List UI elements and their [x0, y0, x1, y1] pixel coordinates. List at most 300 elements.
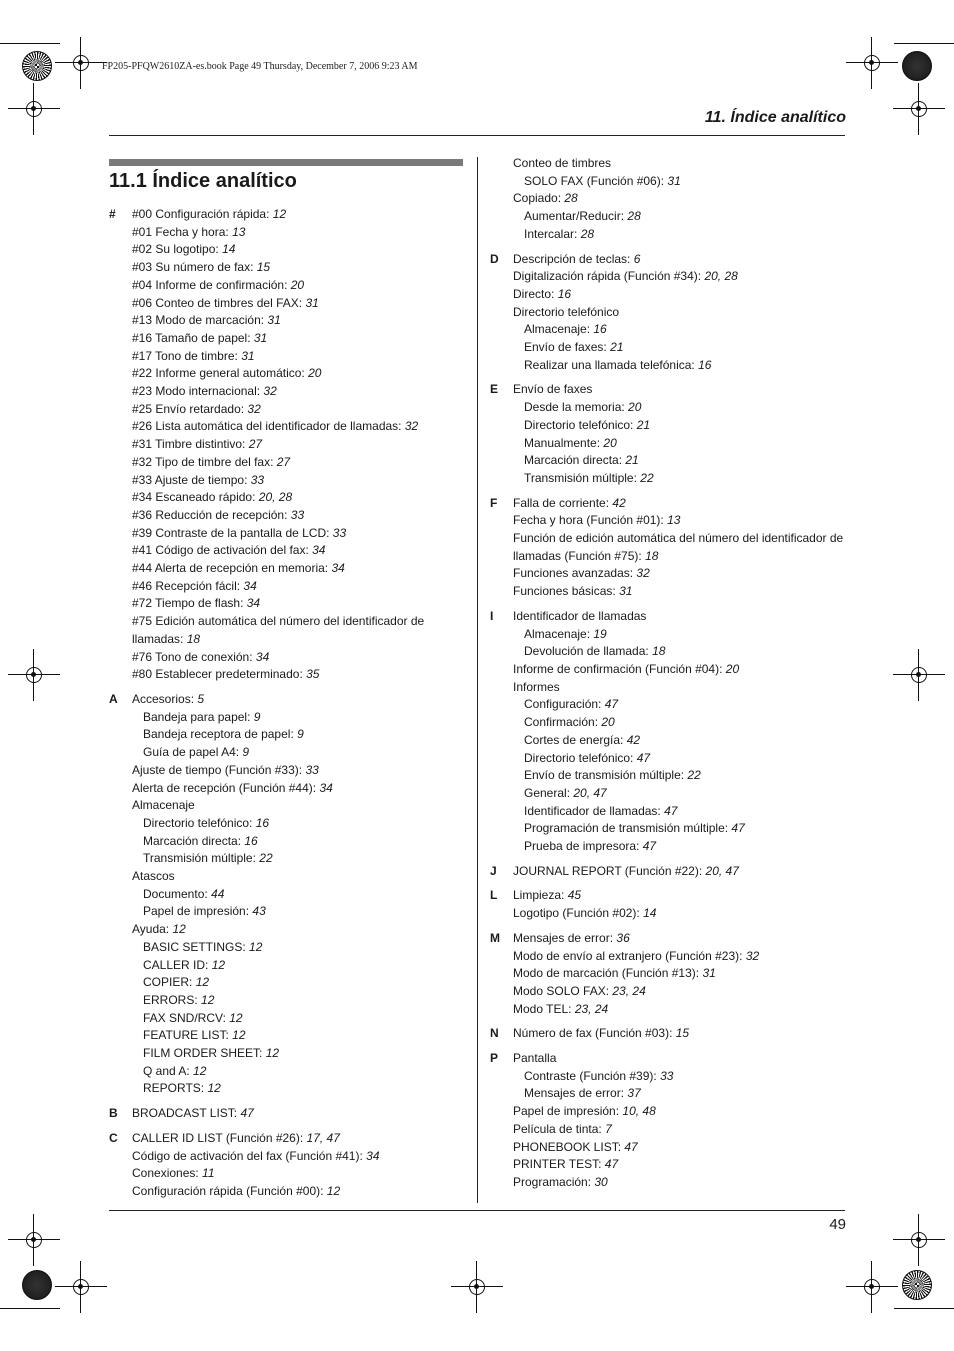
index-entry-term: #34 Escaneado rápido:: [132, 490, 259, 505]
index-entry: [132, 418, 459, 436]
index-entry: [132, 595, 459, 613]
index-entry: [513, 965, 850, 983]
index-entry: [132, 436, 459, 454]
index-entry-pages: 34: [246, 596, 261, 611]
index-group: [490, 251, 850, 375]
registration-mark: [67, 1273, 95, 1301]
index-entry-term: Envío de faxes:: [524, 340, 611, 355]
index-entry: [513, 268, 850, 286]
index-entry-pages: 28: [627, 209, 641, 224]
section-title-bar: [109, 159, 463, 166]
index-entry: [132, 939, 459, 957]
index-entry-term: Identificador de llamadas:: [524, 803, 665, 818]
index-entry-pages: 28: [564, 191, 578, 206]
index-entry: [513, 679, 850, 697]
index-entry-pages: 47: [731, 821, 745, 836]
index-entry-term: Digitalización rápida (Función #34):: [513, 269, 705, 284]
index-entry: [513, 948, 850, 966]
index-entry-term: Prueba de impresora:: [524, 839, 643, 854]
index-entry: [132, 454, 459, 472]
index-entry-term: #23 Modo internacional:: [132, 384, 264, 399]
index-entry-pages: 34: [331, 561, 345, 576]
index-entry-pages: 16: [244, 833, 258, 848]
index-group: [490, 495, 850, 601]
index-entry-term: #25 Envío retardado:: [132, 401, 248, 416]
index-entry: [132, 312, 459, 330]
index-entry-pages: 21: [625, 453, 639, 468]
index-entry-pages: 31: [619, 584, 633, 599]
index-entry-term: #32 Tipo de timbre del fax:: [132, 454, 277, 469]
index-entry-pages: 45: [567, 888, 582, 903]
index-entry-term: Aumentar/Reducir:: [524, 209, 628, 224]
index-entry: [132, 542, 459, 560]
index-letter: C: [109, 1130, 118, 1145]
index-entry-pages: 22: [640, 470, 654, 485]
index-entry-pages: 5: [197, 691, 205, 706]
index-entry-pages: 23, 24: [574, 1001, 609, 1016]
index-entry-term: Alerta de recepción (Función #44):: [132, 780, 320, 795]
index-entry-term: Contraste (Función #39):: [524, 1068, 661, 1083]
index-entry: [132, 850, 459, 868]
index-letter: B: [109, 1106, 118, 1121]
index-entry-term: Guía de papel A4:: [143, 745, 243, 760]
index-entry-pages: 12: [195, 975, 210, 990]
index-entry-term: #22 Informe general automático:: [132, 366, 309, 381]
index-entry-pages: 27: [276, 454, 291, 469]
index-entry-term: #17 Tono de timbre:: [132, 348, 242, 363]
index-column-left: [109, 206, 459, 1208]
index-entry-term: #33 Ajuste de tiempo:: [132, 472, 251, 487]
header-rule: [109, 135, 845, 136]
index-entry-term: PRINTER TEST:: [513, 1157, 605, 1172]
index-letter: E: [490, 382, 499, 397]
index-entry-pages: 47: [624, 1139, 638, 1154]
registration-mark: [20, 661, 48, 689]
index-entry-term: Configuración:: [524, 697, 605, 712]
index-entry: [132, 383, 459, 401]
index-entry-pages: 20: [628, 400, 642, 415]
index-entry: [513, 190, 850, 208]
index-entry-term: #06 Conteo de timbres del FAX:: [132, 295, 306, 310]
index-entry-pages: 12: [172, 922, 186, 937]
registration-mark: [905, 95, 933, 123]
index-entry-term: Modo TEL:: [513, 1001, 575, 1016]
index-entry: [132, 613, 459, 648]
index-entry-term: Limpieza:: [513, 888, 568, 903]
index-entry-pages: 16: [255, 815, 270, 830]
index-entry: [513, 435, 850, 453]
index-entry-pages: 47: [664, 803, 678, 818]
index-entry-pages: 12: [326, 1183, 341, 1198]
index-entry-pages: 11: [202, 1166, 215, 1181]
index-entry: [513, 696, 850, 714]
index-entry-pages: 34: [255, 649, 270, 664]
index-entry-term: Atascos: [132, 869, 175, 884]
index-entry: [132, 295, 459, 313]
index-entry: [513, 399, 850, 417]
index-entry: [513, 339, 850, 357]
index-entry-term: #03 Su número de fax:: [132, 260, 257, 275]
index-entry: [132, 992, 459, 1010]
index-entry: [513, 661, 850, 679]
index-entry-pages: 18: [186, 631, 201, 646]
index-entry: [132, 1183, 459, 1201]
index-entry-term: Documento:: [143, 886, 212, 901]
index-entry-term: #13 Modo de marcación:: [132, 313, 268, 328]
index-entry-term: Función de edición automática del número del identificador de llamadas (Función #75):: [513, 531, 844, 563]
index-entry-term: BASIC SETTINGS:: [143, 939, 250, 954]
index-entry-pages: 20: [290, 277, 305, 292]
index-entry: [132, 1130, 459, 1148]
index-group: [490, 930, 850, 1019]
index-letter: I: [490, 608, 494, 623]
index-entry-pages: 31: [241, 348, 255, 363]
index-entry: [513, 1121, 850, 1139]
index-entry-term: Q and A:: [143, 1063, 194, 1078]
index-entry-term: Almacenaje:: [524, 322, 594, 337]
index-entry-term: Falla de corriente:: [513, 495, 613, 510]
index-entry: [513, 1139, 850, 1157]
index-entry-pages: 34: [319, 780, 333, 795]
index-entry-pages: 47: [642, 839, 657, 854]
running-header-title: 11. Índice analítico: [704, 109, 846, 126]
index-entry-pages: 31: [267, 313, 281, 328]
index-entry-term: Envío de faxes: [513, 382, 593, 397]
index-group: [490, 887, 850, 922]
index-entry-term: #01 Fecha y hora:: [132, 224, 233, 239]
registration-mark: [905, 1226, 933, 1254]
index-entry: [513, 1050, 850, 1068]
index-entry: [132, 277, 459, 295]
index-letter: #: [109, 207, 116, 221]
index-entry-pages: 32: [404, 419, 419, 434]
index-entry: [132, 868, 459, 886]
index-entry: [513, 251, 850, 269]
registration-mark: [858, 1273, 886, 1301]
index-entry-pages: 34: [243, 578, 257, 593]
index-entry: [132, 401, 459, 419]
index-entry: [513, 803, 850, 821]
index-entry-term: Directorio telefónico:: [524, 417, 637, 432]
index-entry: [132, 957, 459, 975]
index-entry-pages: 13: [232, 224, 246, 239]
index-entry: [132, 1045, 459, 1063]
index-entry-term: Almacenaje:: [524, 626, 594, 641]
index-entry-term: #26 Lista automática del identificador de llamadas:: [132, 419, 405, 434]
index-entry-term: BROADCAST LIST:: [132, 1106, 241, 1121]
index-entry-term: Almacenaje: [132, 798, 195, 813]
index-entry-term: #04 Informe de confirmación:: [132, 277, 291, 292]
index-entry-pages: 17, 47: [306, 1130, 340, 1145]
index-entry-pages: 22: [259, 851, 273, 866]
index-entry-term: Cortes de energía:: [524, 732, 627, 747]
index-entry: [513, 820, 850, 838]
index-letter: P: [490, 1051, 499, 1066]
index-entry: [513, 155, 850, 173]
index-entry: [513, 643, 850, 661]
index-entry: [513, 173, 850, 191]
index-entry: [513, 750, 850, 768]
index-entry-pages: 20, 28: [258, 490, 293, 505]
footer-rule: [109, 1210, 845, 1211]
index-entry: [132, 241, 459, 259]
index-entry-term: #00 Configuración rápida:: [132, 207, 273, 221]
index-entry: [513, 304, 850, 322]
index-entry-pages: 47: [240, 1106, 254, 1121]
index-entry-pages: 35: [306, 667, 320, 682]
index-entry-term: #36 Reducción de recepción:: [132, 507, 291, 522]
index-entry-term: Identificador de llamadas: [513, 608, 647, 623]
index-entry-pages: 12: [201, 992, 215, 1007]
index-entry-pages: 12: [265, 1046, 280, 1061]
index-entry-term: #44 Alerta de recepción en memoria:: [132, 561, 332, 576]
index-entry-term: SOLO FAX (Función #06):: [524, 173, 668, 188]
index-entry: [513, 286, 850, 304]
index-entry-pages: 20, 28: [704, 269, 738, 284]
index-entry-term: Devolución de llamada:: [524, 644, 653, 659]
index-entry-term: Programación de transmisión múltiple:: [524, 821, 732, 836]
trim-mark: [894, 43, 954, 44]
index-entry-pages: 33: [660, 1068, 674, 1083]
index-entry-term: Transmisión múltiple:: [143, 851, 260, 866]
index-entry: [132, 472, 459, 490]
index-entry: [132, 691, 459, 709]
index-entry: [513, 838, 850, 856]
index-entry-pages: 21: [610, 340, 624, 355]
registration-mark: [20, 95, 48, 123]
color-wheel-mark-top-left: [22, 51, 52, 81]
color-wheel-mark-top-right: [902, 51, 932, 81]
index-entry: [132, 1063, 459, 1081]
index-entry-pages: 18: [652, 644, 666, 659]
index-entry-term: Directorio telefónico: [513, 304, 620, 319]
index-entry: [513, 565, 850, 583]
index-entry: [513, 887, 850, 905]
index-entry: [132, 348, 459, 366]
index-entry-pages: 28: [580, 226, 595, 241]
index-entry: [132, 744, 459, 762]
index-entry-term: #31 Timbre distintivo:: [132, 437, 249, 452]
index-entry-pages: 47: [604, 1157, 619, 1172]
index-entry: [132, 1027, 459, 1045]
index-letter: N: [490, 1026, 499, 1041]
index-entry-pages: 43: [252, 904, 266, 919]
index-entry-pages: 32: [263, 384, 277, 399]
color-wheel-mark-bottom-left: [22, 1270, 52, 1300]
index-entry-pages: 47: [604, 697, 619, 712]
index-entry: [132, 206, 459, 224]
index-entry: [513, 863, 850, 881]
index-entry-pages: 30: [594, 1174, 608, 1189]
index-entry-term: Copiado:: [513, 191, 565, 206]
index-entry-term: Funciones avanzadas:: [513, 566, 637, 581]
index-entry: [513, 1174, 850, 1192]
index-entry-term: Pantalla: [513, 1051, 557, 1066]
index-entry-pages: 32: [636, 566, 650, 581]
index-entry: [132, 815, 459, 833]
index-entry: [132, 974, 459, 992]
index-entry-pages: 42: [626, 732, 641, 747]
index-letter: L: [490, 888, 498, 903]
index-entry: [132, 780, 459, 798]
index-entry-term: Ajuste de tiempo (Función #33):: [132, 762, 306, 777]
index-entry: [132, 833, 459, 851]
index-entry-pages: 37: [627, 1086, 641, 1101]
index-entry-term: Modo de envío al extranjero (Función #23):: [513, 948, 746, 963]
index-letter: F: [490, 495, 498, 510]
index-entry: [513, 1025, 850, 1043]
index-entry: [513, 767, 850, 785]
index-entry-term: FEATURE LIST:: [143, 1028, 233, 1043]
index-entry-pages: 36: [616, 930, 630, 945]
index-entry-pages: 12: [211, 957, 226, 972]
index-entry-pages: 33: [305, 762, 319, 777]
index-entry-term: Logotipo (Función #02):: [513, 906, 644, 921]
index-entry-term: Mensajes de error:: [524, 1086, 628, 1101]
index-group: [490, 608, 850, 856]
index-entry-pages: 15: [675, 1026, 690, 1041]
index-entry: [513, 608, 850, 626]
index-entry-pages: 27: [248, 437, 263, 452]
index-entry-term: Número de fax (Función #03):: [513, 1026, 676, 1041]
index-entry: [513, 512, 850, 530]
index-entry-term: Realizar una llamada telefónica:: [524, 357, 699, 372]
index-entry-pages: 33: [250, 472, 265, 487]
index-entry-pages: 12: [229, 1010, 243, 1025]
index-entry-pages: 20, 47: [705, 863, 739, 878]
index-entry-term: Película de tinta:: [513, 1121, 606, 1136]
index-entry-term: Descripción de teclas:: [513, 251, 634, 266]
index-entry-pages: 32: [745, 948, 760, 963]
index-entry: [132, 1105, 459, 1123]
index-entry: [513, 226, 850, 244]
index-letter: D: [490, 251, 499, 266]
index-entry-pages: 31: [702, 966, 716, 981]
index-entry-term: #80 Establecer predeterminado:: [132, 667, 307, 682]
index-entry-pages: 16: [593, 322, 607, 337]
index-entry-pages: 12: [249, 939, 263, 954]
registration-mark: [20, 1226, 48, 1254]
index-entry-term: CALLER ID LIST (Función #26):: [132, 1130, 307, 1145]
index-entry-pages: 10, 48: [622, 1104, 656, 1119]
index-entry-term: Papel de impresión:: [513, 1104, 623, 1119]
index-entry: [513, 495, 850, 513]
index-letter: J: [490, 863, 497, 878]
index-entry: [132, 330, 459, 348]
index-entry-term: Modo SOLO FAX:: [513, 983, 613, 998]
trim-mark: [0, 43, 60, 44]
index-entry-term: Conteo de timbres: [513, 156, 612, 170]
index-entry-term: CALLER ID:: [143, 957, 212, 972]
index-entry-pages: 22: [687, 768, 701, 783]
index-entry-term: Confirmación:: [524, 715, 602, 730]
index-entry: [132, 797, 459, 815]
index-entry-pages: 13: [667, 513, 681, 528]
index-entry: [132, 560, 459, 578]
index-entry-term: #46 Recepción fácil:: [132, 578, 244, 593]
index-entry-term: Desde la memoria:: [524, 400, 629, 415]
index-entry-pages: 34: [366, 1148, 380, 1163]
index-entry-pages: 31: [305, 295, 319, 310]
index-entry: [513, 732, 850, 750]
index-entry: [513, 1103, 850, 1121]
index-entry-pages: 16: [698, 357, 712, 372]
index-entry: [132, 649, 459, 667]
index-entry-pages: 20: [601, 715, 615, 730]
index-entry-term: Directorio telefónico:: [143, 815, 256, 830]
index-entry-pages: 23, 24: [612, 983, 646, 998]
index-entry-term: Papel de impresión:: [143, 904, 253, 919]
index-entry: [513, 1001, 850, 1019]
index-entry: [132, 1165, 459, 1183]
index-entry: [513, 1156, 850, 1174]
index-entry-term: ERRORS:: [143, 992, 202, 1007]
index-group: [490, 155, 850, 244]
index-entry: [513, 785, 850, 803]
index-entry-term: REPORTS:: [143, 1081, 208, 1096]
registration-mark: [905, 661, 933, 689]
index-entry-term: PHONEBOOK LIST:: [513, 1139, 625, 1154]
index-entry: [132, 1080, 459, 1098]
index-letter: M: [490, 930, 500, 945]
index-entry: [513, 381, 850, 399]
index-entry-pages: 33: [332, 525, 347, 540]
index-entry-pages: 21: [636, 417, 651, 432]
index-entry-term: FILM ORDER SHEET:: [143, 1046, 266, 1061]
index-entry: [513, 626, 850, 644]
registration-mark: [463, 1273, 491, 1301]
index-entry-pages: 15: [256, 260, 271, 275]
index-entry: [132, 709, 459, 727]
index-entry-pages: 20: [725, 661, 740, 676]
index-entry-term: Marcación directa:: [143, 833, 245, 848]
index-entry-term: Conexiones:: [132, 1166, 203, 1181]
index-entry: [513, 1068, 850, 1086]
index-entry-pages: 20: [603, 435, 617, 450]
index-group: [109, 206, 459, 684]
index-entry-pages: 16: [557, 286, 572, 301]
index-entry-term: #76 Tono de conexión:: [132, 649, 256, 664]
index-entry-term: FAX SND/RCV:: [143, 1010, 230, 1025]
column-divider: [477, 157, 478, 1203]
index-entry: [132, 224, 459, 242]
index-entry-pages: 12: [272, 207, 287, 221]
index-entry: [513, 1085, 850, 1103]
index-entry: [513, 357, 850, 375]
index-entry-pages: 34: [312, 543, 326, 558]
index-entry-term: Informes: [513, 679, 560, 694]
index-group: [109, 691, 459, 1098]
index-group: [490, 1025, 850, 1043]
index-entry-term: #39 Contraste de la pantalla de LCD:: [132, 525, 333, 540]
index-entry: [132, 762, 459, 780]
index-entry-term: Mensajes de error:: [513, 930, 617, 945]
print-info-line: FP205-PFQW2610ZA-es.book Page 49 Thursday, December 7, 2006 9:23 AM: [102, 61, 418, 72]
index-entry-term: Fecha y hora (Función #01):: [513, 513, 668, 528]
index-entry: [513, 930, 850, 948]
index-entry-pages: 33: [290, 507, 305, 522]
index-entry-pages: 14: [643, 906, 657, 921]
index-entry: [513, 714, 850, 732]
index-entry: [513, 905, 850, 923]
index-entry-term: Accesorios:: [132, 691, 198, 706]
index-entry: [132, 489, 459, 507]
index-entry-term: Bandeja para papel:: [143, 709, 254, 724]
index-entry-term: Informe de confirmación (Función #04):: [513, 661, 726, 676]
index-entry: [132, 903, 459, 921]
index-entry-term: #72 Tiempo de flash:: [132, 596, 247, 611]
index-entry: [513, 452, 850, 470]
